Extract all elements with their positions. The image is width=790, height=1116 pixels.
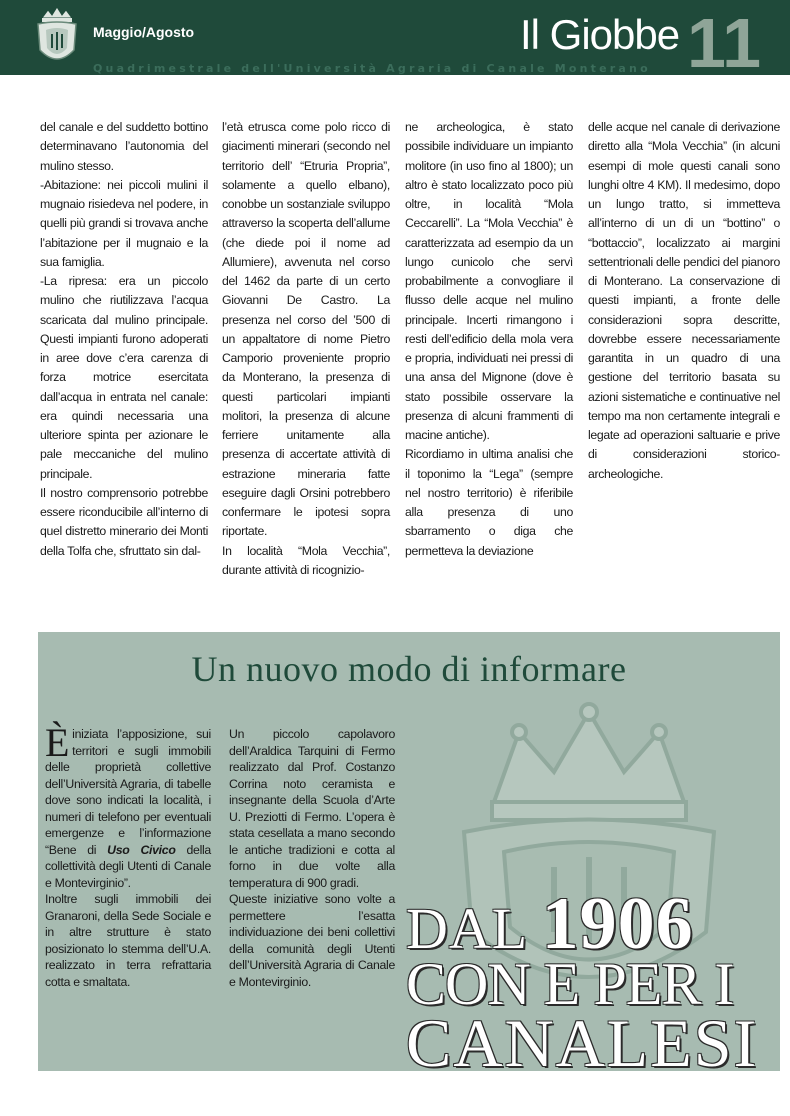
- article-column-2: [222, 118, 390, 580]
- paragraph: del canale e del suddetto bottino determinavano l’autonomia del mulino stesso.: [40, 120, 208, 173]
- dropcap: È: [45, 720, 70, 765]
- masthead-title: Il Giobbe: [520, 11, 680, 58]
- paragraph: delle acque nel canale di derivazione diretto alla “Mola Vecchia” (in alcuni esempi di mole questi canali sono lunghi oltre 4 KM). Il medesimo, dopo un lungo tratto, si immetteva all’interno di un di un “bottino” o “bottaccio”, localizzato ai margini settentrionali delle pendici del pianoro di Monterano. La conservazione di questi impianti, a fronte delle considerazioni sopra descritte, dovrebbe essere necessariamente garantita in un quadro di una gestione del territorio basata su azioni sistematiche e continuative nel tempo ma non certamente integrali e legate ad operazioni saltuarie e prive di considerazioni storico-archeologiche.: [588, 120, 780, 481]
- paragraph: Inoltre sugli immobili dei Granaroni, della Sede Sociale e in altre strutture è stato posizionato lo stemma dell’U.A. realizzato in terra refrattaria cotta e smaltata.: [45, 892, 211, 989]
- emphasis-text: Uso Civico: [107, 842, 176, 857]
- paragraph: Un piccolo capolavoro dell’Araldica Tarquini di Fermo realizzato dal Prof. Costanzo Corrina noto ceramista e insegnante della Scuola d’Arte U. Preziotti di Fermo. L’opera è stata cesellata a mano secondo le antiche tradizioni e cotta al forno in due volte alla temperatura di 900 gradi.: [229, 727, 395, 890]
- box-column-2: [229, 726, 395, 990]
- text-run: della collettività degli Utenti di Canale e Montevirginio”.: [45, 842, 211, 890]
- masthead-subtitle: Quadrimestrale dell'Università Agraria di Canale Monterano: [93, 62, 651, 75]
- slogan-line-3: CANALESI: [406, 1005, 759, 1081]
- slogan-year: 1906: [541, 883, 694, 965]
- paragraph: -Abitazione: nei piccoli mulini il mugnaio risiedeva nel podere, in quelli più grandi si trovava anche l’abitazione per il mugnaio e la sua famiglia.: [40, 177, 208, 269]
- coat-of-arms-logo: [34, 4, 80, 68]
- slogan-line-2: CON E PER I: [406, 951, 734, 1017]
- article-columns: [40, 118, 782, 598]
- issue-date: Maggio/Agosto: [93, 24, 195, 40]
- paragraph: ne archeologica, è stato possibile individuare un impianto molitore (in uso fino al 1800); un altro è stato localizzato poco più oltre, in località “Mola Ceccarelli”. La “Mola Vecchia” è caratterizzata ad esempio da un lungo cunicolo che servì probabilmente a convogliare il flusso delle acque nel mulino principale. Incerti rimangono i resti dell’edificio della mola vera e propria, individuati nei pressi di una ansa del Mignone (dove è stato possibile osservare la presenza di alcuni frammenti di macine antiche).: [405, 120, 573, 442]
- announcement-box: [38, 632, 780, 1081]
- paragraph: Ricordiamo in ultima analisi che il toponimo la “Lega” (sempre nel nostro territorio) è riferibile alla presenza di uno sbarramento o diga che permetteva la deviazione: [405, 447, 573, 558]
- text-run: iniziata l’apposizione, sui territori e sugli immobili delle proprietà collettive dell’Università Agraria, di tabelle dove sono indicati la località, i numeri di telefono per eventuali emergenze e l’informazione “Bene di: [45, 727, 211, 857]
- paragraph: In località “Mola Vecchia”, durante attività di ricognizio-: [222, 543, 390, 577]
- paragraph: l’età etrusca come polo ricco di giacimenti minerari (secondo nel territorio dell’ “Etruria Propria”, solamente a quello elbano), conobbe un sostanziale sviluppo attraverso la scoperta dell’allume (che diede poi il nome ad Allumiere), avvenuta nel corso del 1462 da parte di un certo Giovanni De Castro. La presenza nel corso del ’500 di un appaltatore di nome Pietro Camporio proveniente proprio da Monterano, la presenza di questi particolari impianti molitori, la presenza di alcune ferriere unitamente alla presenza di accertate attività di estrazione mineraria fatte eseguire dagli Orsini potrebbero confermare le ipotesi sopra riportate.: [222, 120, 390, 539]
- paragraph: Queste iniziative sono volte a permettere l’esatta individuazione dei beni collettivi della comunità degli Utenti dell’Università Agraria di Canale e Montevirginio.: [229, 892, 395, 989]
- article-column-3: [405, 118, 573, 561]
- article-column-4: [588, 118, 780, 484]
- header-band: [0, 0, 790, 82]
- slogan-dal: DAL: [406, 896, 527, 961]
- paragraph: -La ripresa: era un piccolo mulino che riutilizzava l’acqua scaricata dal mulino principale. Questi impianti furono adoperati in aree dove c’era carenza di forza motrice esercitata dall’acqua in entrata nel canale: era quindi necessaria una ulteriore spinta per azionare le pale meccaniche del mulino principale.: [40, 274, 208, 481]
- paragraph: Il nostro comprensorio potrebbe essere riconducibile all’interno di quel distretto minerario dei Monti della Tolfa che, sfruttato sin dal-: [40, 485, 208, 558]
- paragraph: [45, 720, 211, 891]
- box-title: Un nuovo modo di informare: [191, 649, 627, 689]
- page-number: 11: [687, 4, 761, 82]
- article-column-1: [40, 118, 208, 561]
- box-column-1: [45, 720, 211, 990]
